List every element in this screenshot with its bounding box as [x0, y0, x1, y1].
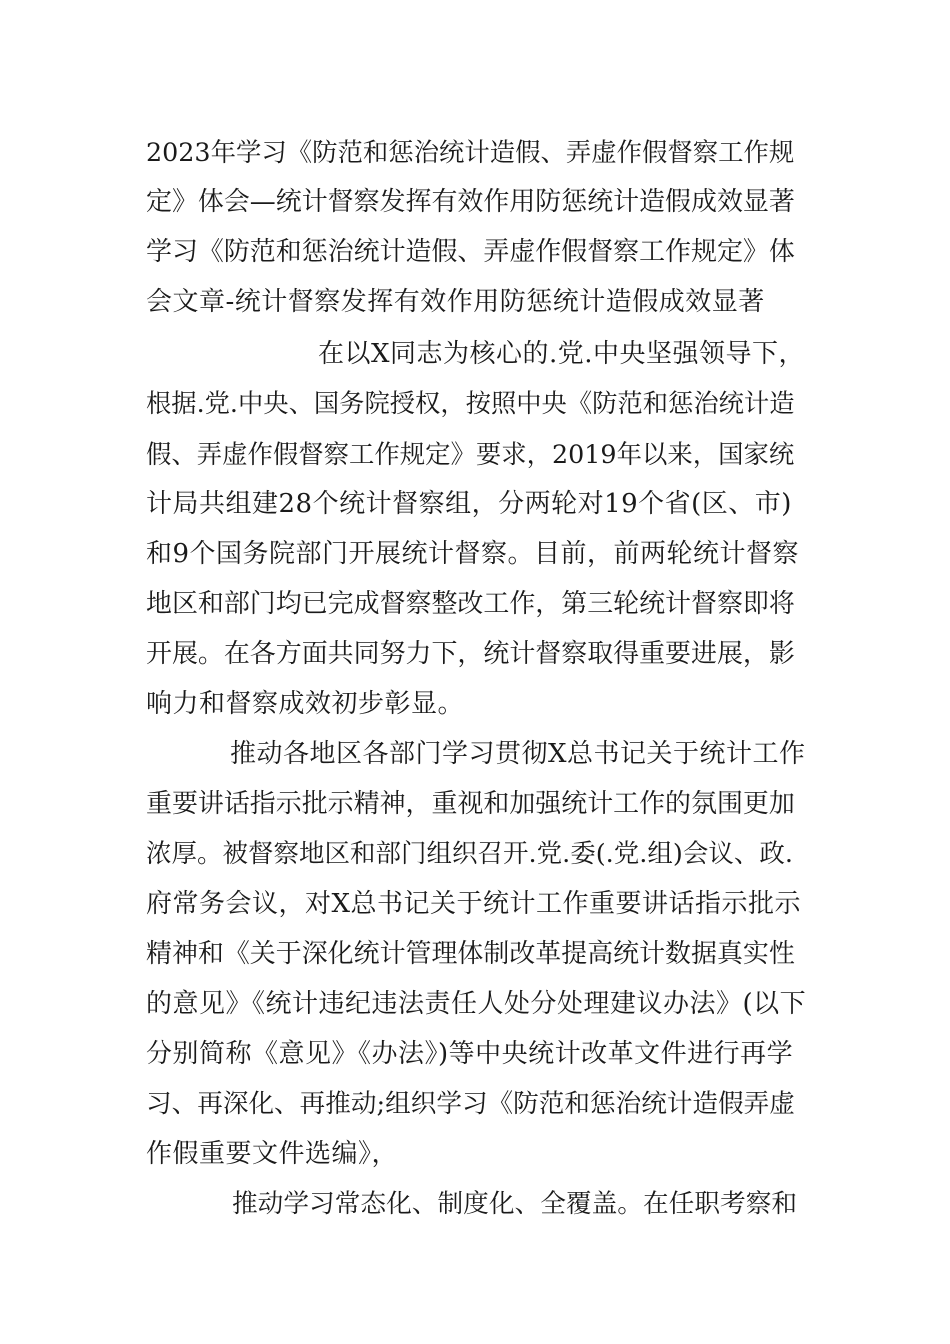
paragraph2-line-3: 浓厚。被督察地区和部门组织召开.党.委(.党.组)会议、政. [146, 839, 793, 869]
paragraph1-line-1: 在以X同志为核心的.党.中央坚强领导下， [318, 339, 806, 369]
paragraph2-line-1: 推动各地区各部门学习贯彻X总书记关于统计工作 [230, 739, 806, 769]
subtitle-line-2: 会文章-统计督察发挥有效作用防惩统计造假成效显著 [146, 287, 765, 317]
paragraph1-line-7: 开展。在各方面共同努力下，统计督察取得重要进展，影 [146, 639, 795, 669]
paragraph1-line-8: 响力和督察成效初步彰显。 [146, 689, 465, 719]
paragraph1-line-3: 假、弄虚作假督察工作规定》要求，2019年以来，国家统 [146, 439, 795, 469]
paragraph1-line-4: 计局共组建28个统计督察组，分两轮对19个省(区、市) [146, 489, 792, 519]
title-line-1: 2023年学习《防范和惩治统计造假、弄虚作假督察工作规 [146, 137, 795, 167]
subtitle-line-1: 学习《防范和惩治统计造假、弄虚作假督察工作规定》体 [146, 237, 795, 267]
paragraph2-line-5: 精神和《关于深化统计管理体制改革提高统计数据真实性 [146, 939, 795, 969]
paragraph2-line-7: 分别简称《意见》《办法》)等中央统计改革文件进行再学 [146, 1039, 794, 1069]
paragraph2-line-9: 作假重要文件选编》， [146, 1139, 399, 1169]
paragraph2-line-2: 重要讲话指示批示精神，重视和加强统计工作的氛围更加 [146, 789, 795, 819]
paragraph2-line-4: 府常务会议，对X总书记关于统计工作重要讲话指示批示 [146, 889, 802, 919]
paragraph1-line-2: 根据.党.中央、国务院授权，按照中央《防范和惩治统计造 [146, 389, 795, 418]
paragraph2-line-6: 的意见》《统计违纪违法责任人处分处理建议办法》(以下 [146, 989, 807, 1019]
paragraph2-line-8: 习、再深化、再推动;组织学习《防范和惩治统计造假弄虚 [146, 1089, 795, 1119]
paragraph3-line-1: 推动学习常态化、制度化、全覆盖。在任职考察和 [232, 1189, 798, 1219]
paragraph1-line-5: 和9个国务院部门开展统计督察。目前，前两轮统计督察 [146, 539, 800, 569]
paragraph1-line-6: 地区和部门均已完成督察整改工作，第三轮统计督察即将 [146, 589, 795, 619]
title-line-2: 定》体会—统计督察发挥有效作用防惩统计造假成效显著 [146, 187, 795, 217]
